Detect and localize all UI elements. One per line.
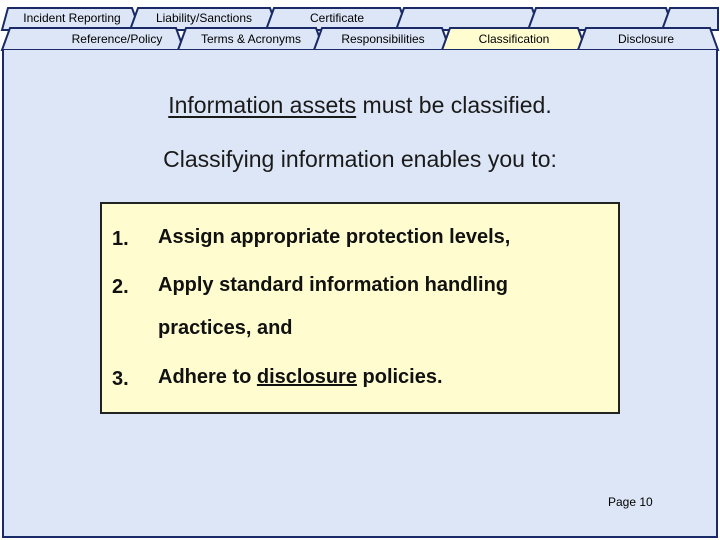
tab-liability-sanctions[interactable]: Liability/Sanctions [155, 11, 253, 25]
tab-shape-blank-1[interactable] [396, 8, 540, 30]
tab-strip [0, 0, 720, 56]
list-item-2-number: 2. [112, 276, 129, 298]
tab-responsibilities[interactable]: Responsibilities [341, 32, 425, 46]
tab-reference-policy[interactable]: Reference/Policy [71, 32, 163, 46]
tab-classification[interactable]: Classification [478, 32, 550, 46]
tab-terms-acronyms[interactable]: Terms & Acronyms [200, 32, 302, 46]
page-headline [0, 92, 720, 119]
list-item-3-number: 3. [112, 368, 129, 390]
list-item-1-text: Assign appropriate protection levels, [158, 226, 511, 248]
list-item-1-number: 1. [112, 228, 129, 250]
tab-certificate[interactable]: Certificate [309, 11, 365, 25]
tab-shape-blank-3[interactable] [662, 8, 718, 30]
list-item-3-text [158, 356, 598, 399]
headline-main-text: must be classified [356, 92, 546, 118]
tab-disclosure[interactable]: Disclosure [617, 32, 675, 46]
list-item-3-text-before: Adhere to [158, 366, 257, 388]
benefits-list-box [100, 202, 620, 414]
disclosure-link[interactable]: disclosure [256, 366, 357, 388]
tab-incident-reporting[interactable]: Incident Reporting [23, 11, 121, 25]
list-item-3-text-after: policies. [356, 366, 443, 388]
headline-underlined-term: Information assets [168, 92, 357, 118]
tab-shape-blank-2[interactable] [528, 8, 674, 30]
headline-period: . [545, 92, 552, 118]
list-item-2-text: Apply standard information handling practices, and [158, 274, 508, 339]
page-number: Page 10 [608, 495, 653, 509]
page-subheadline: Classifying information enables you to: [163, 146, 557, 172]
